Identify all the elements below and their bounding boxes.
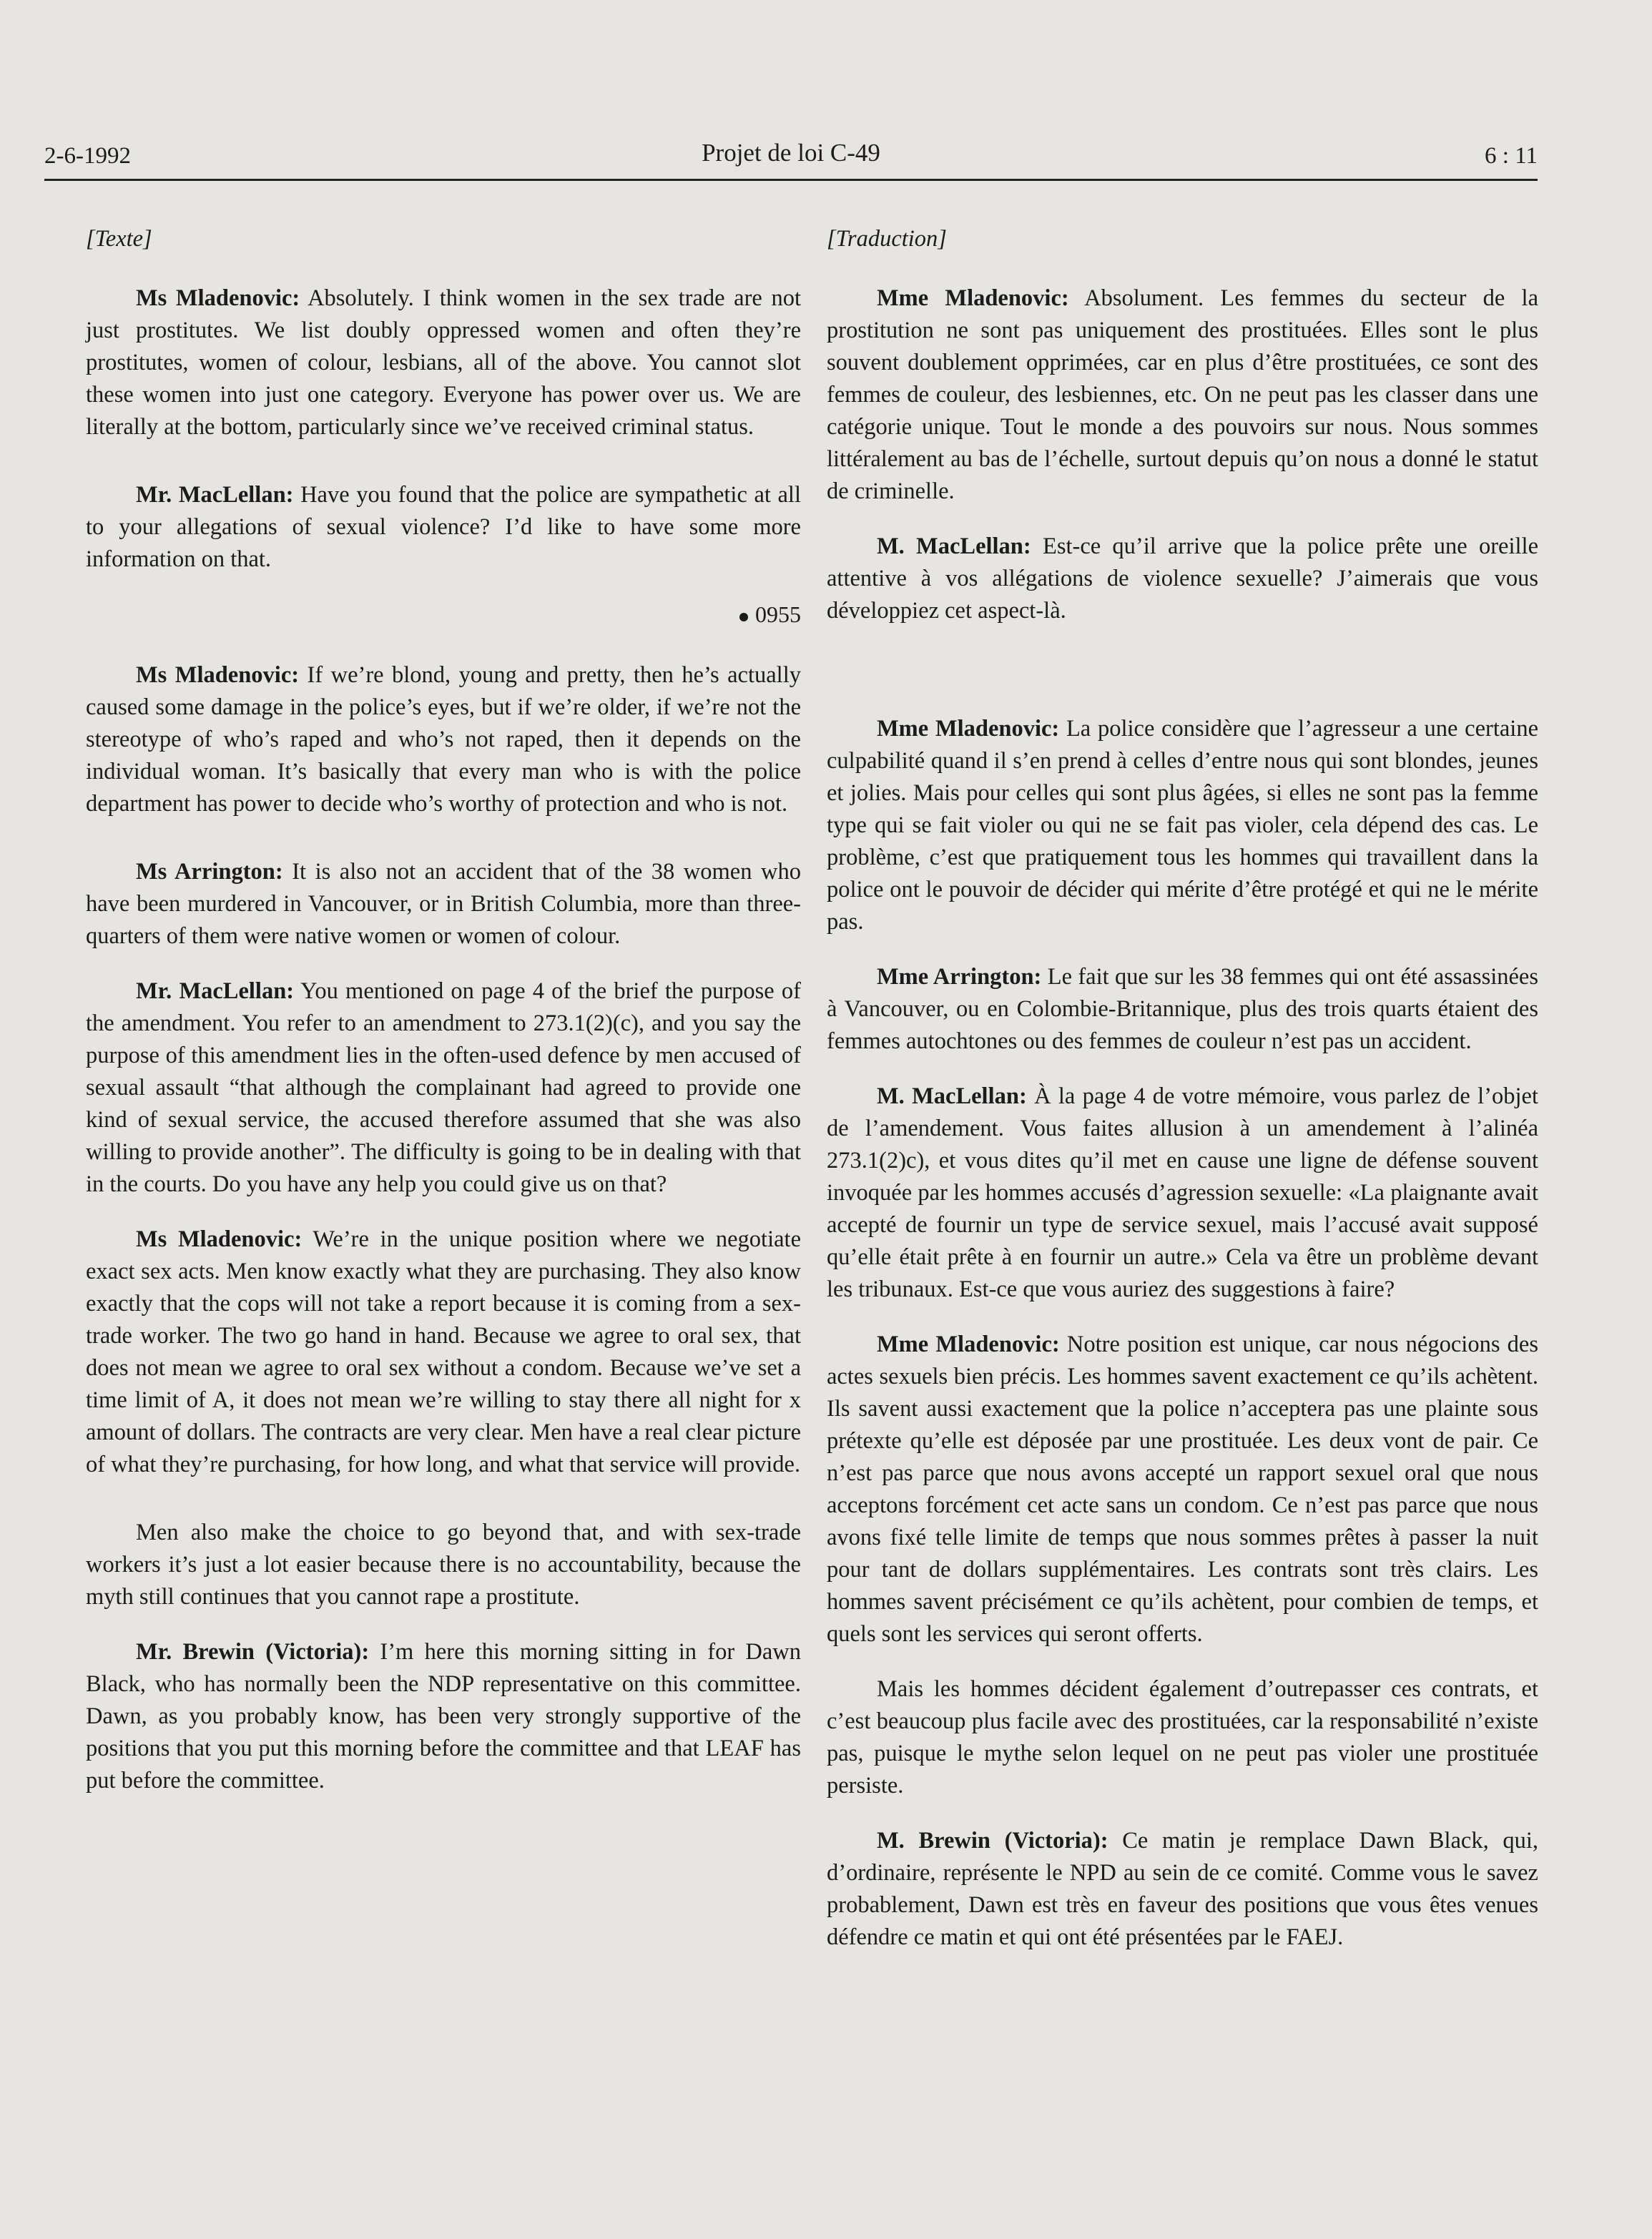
paragraph-text: À la page 4 de votre mémoire, vous parlez de l’objet de l’amendement. Vous faites allusion à un amendement à l’alinéa 273.1(2)c), et vous dites qu’il met en cause une ligne de défense souvent invoquée par les hommes accusés d’agression sexuelle: «La plaignante avait accepté de fournir un type de service sexuel, mais l’accusé avait supposé qu’elle était prête à en fournir un autre.» Cela va être un problème devant les tribunaux. Est-ce que vous auriez des suggestions à faire? xyxy=(827,1083,1538,1302)
paragraph xyxy=(86,856,801,953)
speaker-name: Mme Arrington: xyxy=(877,964,1042,990)
speaker-name: Ms Mladenovic: xyxy=(136,662,300,688)
paragraph-text: You mentioned on page 4 of the brief the purpose of the amendment. You refer to an amendment to 273.1(2)(c), and you say the purpose of this amendment lies in the often-used defence by men accused of sexual assault “that although the complainant had agreed to provide one kind of sexual service, the accused therefore assumed that she was also willing to provide another”. The difficulty is going to be in dealing with that in the courts. Do you have any help you could give us on that? xyxy=(86,978,801,1197)
paragraph-text: We’re in the unique position where we negotiate exact sex acts. Men know exactly what they are purchasing. They also know exactly that the cops will not take a report because it is coming from a sex-trade worker. The two go hand in hand. Because we agree to oral sex, that does not mean we agree to oral sex without a condom. Because we’ve set a time limit of A, it does not mean we’re willing to stay there all night for x amount of dollars. The contracts are very clear. Men have a real clear picture of what they’re purchasing, for how long, and what that service will provide. xyxy=(86,1226,801,1477)
french-column xyxy=(827,223,1538,1977)
paragraph-text: It is also not an accident that of the 38 women who have been murdered in Vancouver, or in British Columbia, more than three-quarters of them were native women or women of colour. xyxy=(86,859,801,949)
paragraph xyxy=(86,282,801,443)
french-column-label: [Traduction] xyxy=(827,226,947,252)
paragraph xyxy=(86,659,801,820)
paragraph xyxy=(827,961,1538,1058)
speaker-name: M. MacLellan: xyxy=(877,533,1031,559)
paragraph-text: Men also make the choice to go beyond that, and with sex-trade workers it’s just a lot easier because there is no accountability, because the myth still continues that you cannot rape a prostitute. xyxy=(86,1520,801,1610)
english-column-label: [Texte] xyxy=(86,226,152,252)
paragraph xyxy=(86,479,801,576)
speaker-name: M. Brewin (Victoria): xyxy=(877,1828,1108,1854)
paragraph-text: If we’re blond, young and pretty, then he’s actually caused some damage in the police’s eyes, but if we’re older, if we’re not the stereotype of who’s raped and who’s not raped, then it depends on the individual woman. It’s basically that every man who is with the police department has power to decide who’s worthy of protection and who is not. xyxy=(86,662,801,817)
time-marker xyxy=(86,599,801,631)
paragraph xyxy=(86,1636,801,1797)
paragraph-text: La police considère que l’agresseur a une certaine culpabilité quand il s’en prend à celles d’entre nous qui sont blondes, jeunes et jolies. Mais pour celles qui sont plus âgées, si elles ne sont pas la femme type qui se fait violer ou qui ne se fait pas violer, cela dépend des cas. Le problème, c’est que pratiquement tous les hommes qui travaillent dans la police ont le pouvoir de décider qui mérite d’être protégé et qui ne le mérite pas. xyxy=(827,716,1538,935)
paragraph-text: Le fait que sur les 38 femmes qui ont été assassinées à Vancouver, ou en Colombie-Britannique, plus des trois quarts étaient des femmes autochtones ou des femmes de couleur n’est pas un accident. xyxy=(827,964,1538,1054)
speaker-name: M. MacLellan: xyxy=(877,1083,1027,1109)
paragraph-text: Mais les hommes décident également d’outrepasser ces contrats, et c’est beaucoup plus facile avec des prostituées, car la responsabilité n’existe pas, puisque le mythe selon lequel on ne peut pas violer une prostituée persiste. xyxy=(827,1676,1538,1798)
speaker-name: Ms Arrington: xyxy=(136,859,283,885)
bullet-icon xyxy=(739,613,748,621)
paragraph xyxy=(86,1224,801,1481)
paragraph-text: Have you found that the police are sympathetic at all to your allegations of sexual violence? I’d like to have some more information on that. xyxy=(86,482,801,572)
speaker-name: Ms Mladenovic: xyxy=(136,285,300,311)
paragraph-text: Ce matin je remplace Dawn Black, qui, d’ordinaire, représente le NPD au sein de ce comité. Comme vous le savez probablement, Dawn est très en faveur des positions que vous êtes venues défendre ce matin et qui ont été présentées par le FAEJ. xyxy=(827,1828,1539,1950)
paragraph xyxy=(827,1825,1538,1954)
paragraph xyxy=(827,282,1538,508)
paragraph xyxy=(827,1329,1538,1650)
paragraph xyxy=(827,1673,1538,1802)
header-page-number: 6 : 11 xyxy=(1485,143,1538,169)
paragraph xyxy=(827,531,1538,627)
header-title: Projet de loi C-49 xyxy=(702,139,880,167)
paragraph xyxy=(827,713,1538,938)
speaker-name: Ms Mladenovic: xyxy=(136,1226,303,1252)
paragraph xyxy=(86,1517,801,1613)
english-column xyxy=(86,223,801,1820)
speaker-name: Mme Mladenovic: xyxy=(877,285,1069,311)
page-header xyxy=(44,137,1538,181)
paragraph-text: Notre position est unique, car nous négocions des actes sexuels bien précis. Les hommes savent exactement ce qu’ils achètent. Ils savent aussi exactement que la police n’acceptera pas une plainte sous prétexte qu’elle est déposée par une prostituée. Les deux vont de pair. Ce n’est pas parce que nous avons accepté un rapport sexuel oral que nous acceptons forcément cet acte sans un condom. Ce n’est pas parce que nous avons fixé telle limite de temps que nous sommes prêtes à passer la nuit pour tant de dollars supplémentaires. Les contrats sont très clairs. Les hommes savent précisément ce qu’ils achètent, pour combien de temps, et quels sont les services qui seront offerts. xyxy=(827,1332,1538,1647)
paragraph xyxy=(827,1081,1538,1306)
speaker-name: Mme Mladenovic: xyxy=(877,1332,1060,1357)
paragraph-text: Absolument. Les femmes du secteur de la prostitution ne sont pas uniquement des prostituées. Elles sont le plus souvent doublement opprimées, car en plus d’être prostituées, ce sont des femmes de couleur, des lesbiennes, etc. On ne peut pas les classer dans une catégorie unique. Tout le monde a des pouvoirs sur nous. Nous sommes littéralement au bas de l’échelle, surtout depuis qu’on nous a donné le statut de criminelle. xyxy=(827,285,1538,504)
speaker-name: Mr. MacLellan: xyxy=(136,482,294,508)
speaker-name: Mme Mladenovic: xyxy=(877,716,1060,742)
paragraph-text: Absolutely. I think women in the sex trade are not just prostitutes. We list doubly oppressed women and often they’re prostitutes, women of colour, lesbians, all of the above. You cannot slot these women into just one category. Everyone has power over us. We are literally at the bottom, particularly since we’ve received criminal status. xyxy=(86,285,801,440)
paragraph-text: Est-ce qu’il arrive que la police prête une oreille attentive à vos allégations de violence sexuelle? J’aimerais que vous développiez cet aspect-là. xyxy=(827,533,1538,624)
paragraph xyxy=(86,975,801,1201)
paragraph-text: I’m here this morning sitting in for Dawn Black, who has normally been the NDP representative on this committee. Dawn, as you probably know, has been very strongly supportive of the positions that you put this morning before the committee and that LEAF has put before the committee. xyxy=(86,1639,801,1793)
header-date: 2-6-1992 xyxy=(44,143,131,169)
time-marker-text: 0955 xyxy=(755,601,801,627)
speaker-name: Mr. Brewin (Victoria): xyxy=(136,1639,370,1665)
speaker-name: Mr. MacLellan: xyxy=(136,978,295,1004)
